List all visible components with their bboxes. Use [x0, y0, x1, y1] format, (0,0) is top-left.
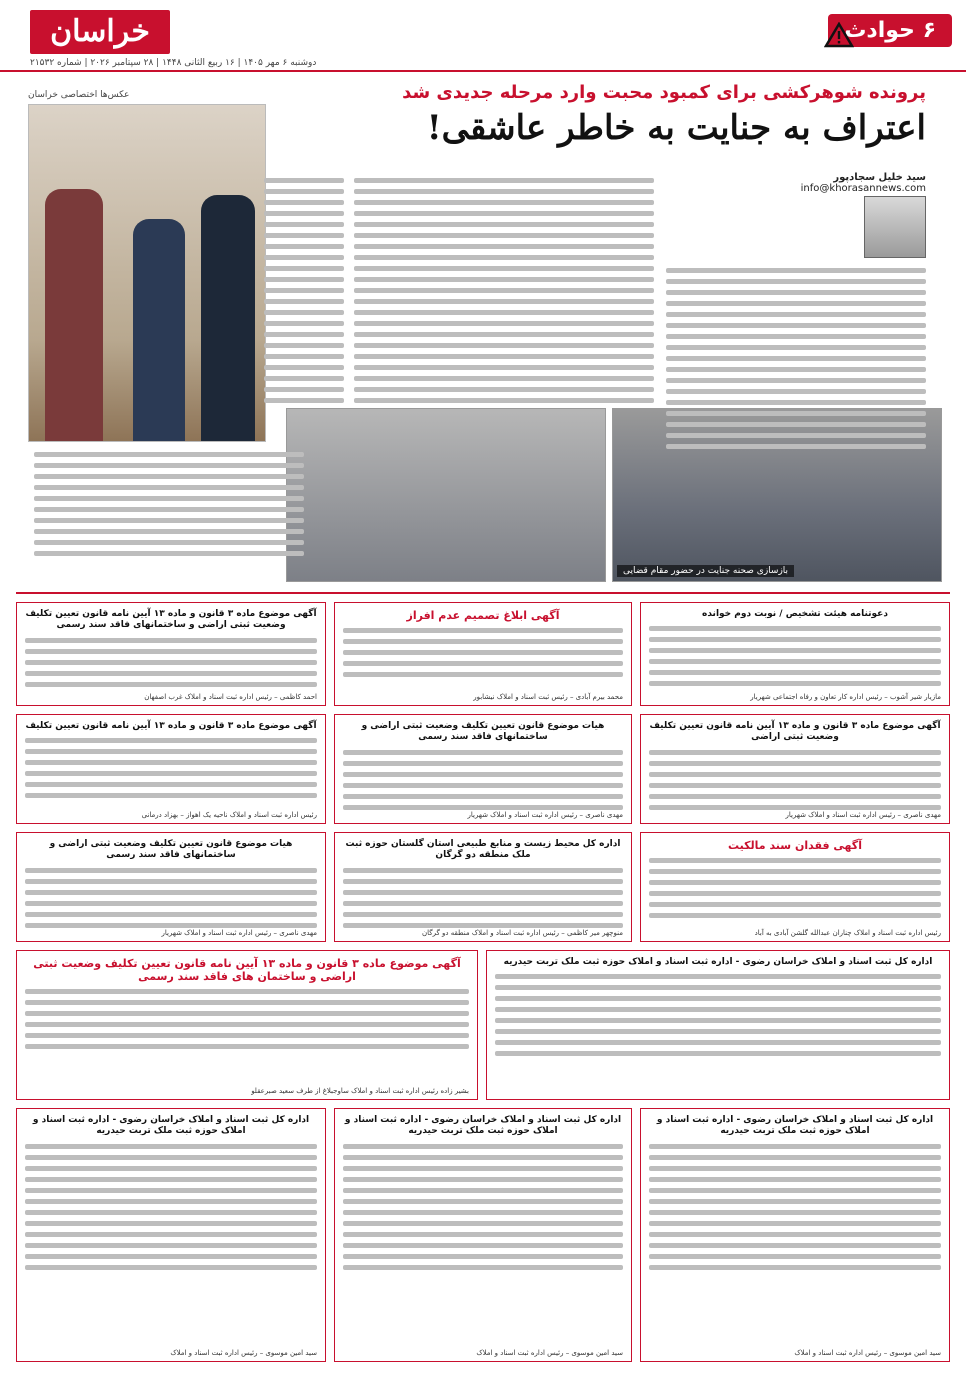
ad-title: آگهی ابلاغ تصمیم عدم افراز: [406, 609, 560, 622]
ad-footer: مهدی ناصری – رئیس اداره ثبت اسناد و املاک شهریار: [785, 811, 941, 819]
issue-date-line: دوشنبه ۶ مهر ۱۴۰۵ | ۱۶ ربیع الثانی ۱۴۴۸ | ۲۸ سپتامبر ۲۰۲۶ | شماره ۲۱۵۳۲: [30, 58, 317, 68]
ad-title: اداره کل محیط زیست و منابع طبیعی استان گلستان حوزه ثبت ملک منطقه دو گرگان: [345, 839, 621, 861]
article-column-3: [264, 172, 344, 409]
ad-title: دعوتنامه هیئت تشخیص / نوبت دوم خوانده: [702, 609, 888, 619]
article-photo-main: [28, 104, 266, 442]
ad-box: [334, 832, 632, 942]
ad-box: [16, 602, 326, 706]
ad-title: آگهی موضوع ماده ۳ قانون و ماده ۱۳ آیین نامه قانون تعیین تکلیف وضعیت ثبتی اراضی و ساختمانهای فاقد سند رسمی: [25, 609, 317, 631]
article-column-1: [666, 262, 926, 455]
ad-title: آگهی موضوع ماده ۳ قانون و ماده ۱۳ آیین نامه قانون تعیین تکلیف وضعیت ثبتی اراضی و ساختمان های فاقد سند رسمی: [33, 957, 461, 984]
ad-title: هیات موضوع قانون تعیین تکلیف وضعیت ثبتی اراضی و ساختمانهای فاقد سند رسمی: [361, 721, 605, 743]
article-column-2: [354, 172, 654, 409]
section-label: ۶ حوادث: [828, 14, 952, 47]
author-photo: [864, 196, 926, 258]
ad-box: [16, 950, 478, 1100]
ad-title: آگهی فقدان سند مالکیت: [728, 839, 862, 852]
ad-footer: مازیار شیر آشوب – رئیس اداره کار تعاون و رفاه اجتماعی شهریار: [750, 693, 941, 701]
ad-box: [640, 714, 950, 824]
author-name: سید خلیل سجادپور: [833, 172, 926, 183]
ad-box: [640, 602, 950, 706]
photo-figure: [201, 195, 255, 441]
newspaper-logo: خراسان: [30, 10, 170, 54]
classified-ads: [16, 592, 950, 1370]
ad-footer: رئیس اداره ثبت اسناد و املاک ناحیه یک اهواز – بهزاد درمانی: [141, 811, 317, 819]
article-headline: اعتراف به جنایت به خاطر عاشقی!: [426, 108, 926, 148]
ad-title: اداره کل ثبت اسناد و املاک خراسان رضوی - اداره ثبت اسناد و املاک حوزه ثبت ملک تربت حیدریه: [344, 1115, 622, 1137]
page-header: [0, 0, 966, 72]
ad-footer: بشیر زاده رئیس اداره ثبت اسناد و املاک ساوجبلاغ از طرف سعید صبرعقلو: [251, 1087, 469, 1095]
article-photo-lineup: [286, 408, 606, 582]
ad-title: آگهی موضوع ماده ۳ قانون و ماده ۱۳ آیین نامه قانون تعیین تکلیف: [25, 721, 317, 731]
ad-footer: مهدی ناصری – رئیس اداره ثبت اسناد و املاک شهریار: [161, 929, 317, 937]
ad-title: آگهی موضوع ماده ۳ قانون و ماده ۱۳ آیین نامه قانون تعیین تکلیف وضعیت ثبتی اراضی: [649, 721, 941, 743]
ad-title: اداره کل ثبت اسناد و املاک خراسان رضوی - اداره ثبت اسناد و املاک حوزه ثبت ملک تربت حیدریه: [503, 957, 933, 967]
byline: [726, 172, 926, 194]
photo-figure: [45, 189, 103, 441]
photo-caption: عکس‌ها اختصاصی خراسان: [28, 90, 130, 100]
author-email: info@khorasannews.com: [800, 183, 926, 194]
ad-footer: منوچهر میر کاظمی – رئیس اداره ثبت اسناد و املاک منطقه دو گرگان: [422, 929, 623, 937]
ad-footer: مهدی ناصری – رئیس اداره ثبت اسناد و املاک شهریار: [467, 811, 623, 819]
ad-box: [16, 832, 326, 942]
ad-box: [334, 1108, 632, 1362]
reenactment-caption: بازسازی صحنه جنایت در حضور مقام قضایی: [617, 565, 794, 577]
ad-box: [486, 950, 950, 1100]
ad-footer: محمد بیرم آبادی – رئیس ثبت اسناد و املاک نیشابور: [473, 693, 623, 701]
article-kicker: پرونده شوهرکشی برای کمبود محبت وارد مرحله جدیدی شد: [402, 82, 926, 103]
ad-box: [640, 1108, 950, 1362]
ad-footer: احمد کاظمی – رئیس اداره ثبت اسناد و املاک غرب اصفهان: [144, 693, 317, 701]
ad-title: اداره کل ثبت اسناد و املاک خراسان رضوی - اداره ثبت اسناد و املاک حوزه ثبت ملک تربت حیدریه: [656, 1115, 934, 1137]
article-column-4: [34, 446, 304, 562]
ad-footer: سید امین موسوی – رئیس اداره ثبت اسناد و املاک: [794, 1349, 941, 1357]
ad-box: [334, 602, 632, 706]
ad-footer: رئیس اداره ثبت اسناد و املاک چناران عبدالله گلشن آبادی به آباد: [754, 929, 941, 937]
warning-triangle-icon: [824, 22, 854, 48]
ad-footer: سید امین موسوی – رئیس اداره ثبت اسناد و املاک: [170, 1349, 317, 1357]
ad-box: [334, 714, 632, 824]
ad-title: هیات موضوع قانون تعیین تکلیف وضعیت ثبتی اراضی و ساختمانهای فاقد سند رسمی: [49, 839, 293, 861]
ad-box: [640, 832, 950, 942]
ad-box: [16, 714, 326, 824]
ad-box: [16, 1108, 326, 1362]
ad-footer: سید امین موسوی – رئیس اداره ثبت اسناد و املاک: [476, 1349, 623, 1357]
ad-title: اداره کل ثبت اسناد و املاک خراسان رضوی - اداره ثبت اسناد و املاک حوزه ثبت ملک تربت حیدریه: [32, 1115, 310, 1137]
photo-figure: [133, 219, 185, 441]
